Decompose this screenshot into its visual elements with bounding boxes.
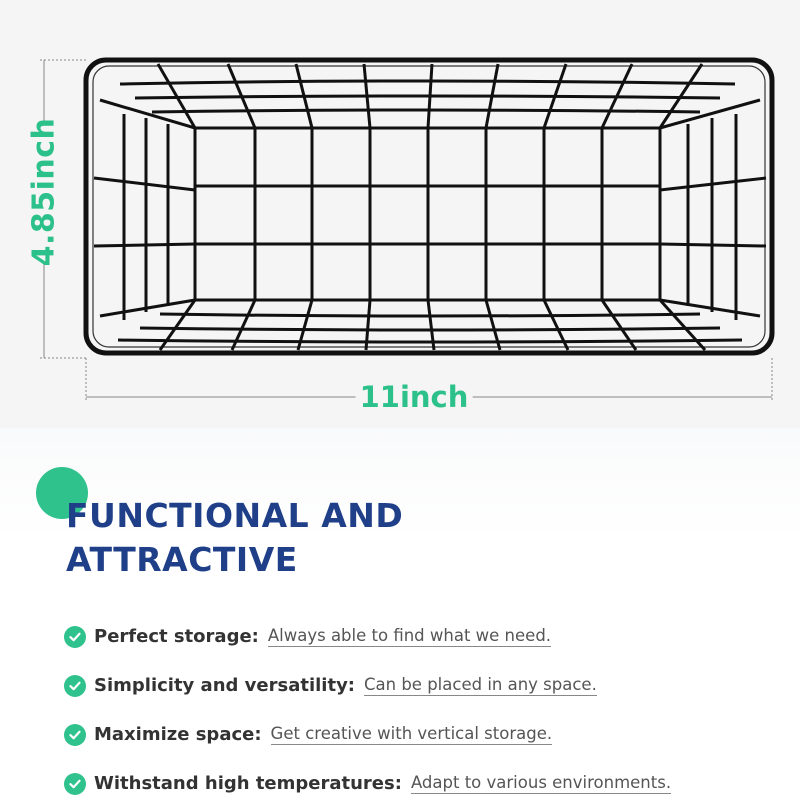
check-icon [64, 724, 86, 746]
feature-list [64, 612, 784, 808]
basket-floor [195, 128, 660, 300]
height-dimension-label: 4.85inch [26, 117, 62, 267]
heading-line-1: FUNCTIONAL AND [66, 496, 404, 535]
feature-label: Maximize space: [94, 724, 262, 745]
list-item [64, 710, 784, 759]
feature-description: Can be placed in any space. [364, 675, 597, 694]
basket-wall-left [94, 100, 195, 320]
check-icon [64, 626, 86, 648]
feature-description: Get creative with vertical storage. [270, 724, 553, 743]
basket-wall-top [120, 64, 735, 128]
basket-wall-bottom [118, 300, 742, 350]
width-dimension-label: 11inch [356, 380, 473, 414]
list-item [64, 759, 784, 808]
feature-description: Adapt to various environments. [410, 773, 672, 792]
feature-label: Perfect storage: [94, 626, 259, 647]
check-icon [64, 773, 86, 795]
feature-label: Withstand high temperatures: [94, 773, 402, 794]
section-heading [66, 494, 403, 582]
feature-label: Simplicity and versatility: [94, 675, 355, 696]
list-item [64, 661, 784, 710]
list-item [64, 612, 784, 661]
basket-wall-right [660, 100, 766, 320]
feature-description: Always able to find what we need. [267, 626, 552, 645]
heading-line-2: ATTRACTIVE [66, 540, 298, 579]
check-icon [64, 675, 86, 697]
